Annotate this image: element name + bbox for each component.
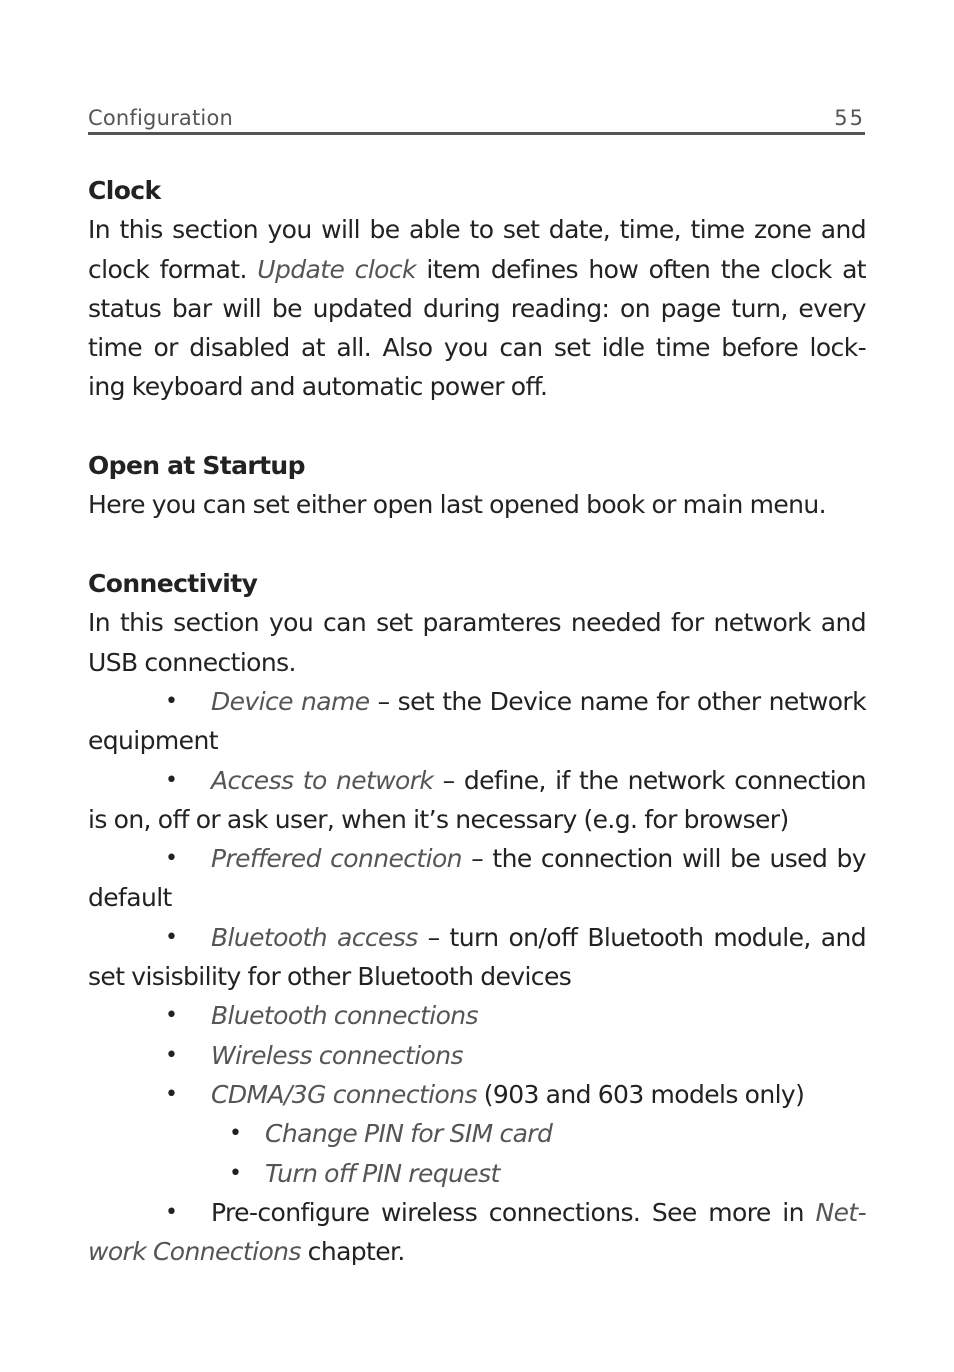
- clock-paragraph-line: In this section you will be able to set date, time, time zone and: [88, 215, 866, 244]
- bullet-marker: •: [165, 689, 178, 714]
- emphasis-term: Change PIN for SIM card: [265, 1119, 553, 1148]
- list-item-continuation: equipment: [88, 726, 218, 755]
- list-item-continuation: set visisbility for other Bluetooth devices: [88, 962, 572, 991]
- clock-paragraph-line: time or disabled at all. Also you can set idle time before lock-: [88, 333, 866, 362]
- page-number: 55: [834, 106, 865, 130]
- text-fragment: – turn on/off Bluetooth module, and: [417, 923, 867, 952]
- text-fragment: item defines how often the clock at: [415, 255, 867, 284]
- list-item: [211, 1077, 804, 1113]
- text-fragment: Pre-configure wireless connections. See more in: [211, 1198, 816, 1227]
- sub-list-item: [265, 1116, 552, 1152]
- section-heading-clock: Clock: [88, 176, 161, 205]
- bullet-marker: •: [165, 1043, 178, 1068]
- list-item: [211, 1038, 463, 1074]
- bullet-marker: •: [165, 925, 178, 950]
- page-header: [88, 104, 865, 135]
- emphasis-term: Turn off PIN request: [265, 1159, 500, 1188]
- text-fragment: chapter.: [300, 1237, 405, 1266]
- emphasis-term: Preffered connection: [211, 844, 462, 873]
- bullet-marker: •: [165, 1082, 178, 1107]
- clock-paragraph-line: ing keyboard and automatic power off.: [88, 372, 548, 401]
- running-header-title: Configuration: [88, 106, 234, 130]
- bullet-marker: •: [165, 846, 178, 871]
- clock-paragraph-line: status bar will be updated during reading: on page turn, every: [88, 294, 866, 323]
- sub-list-item: [265, 1156, 500, 1192]
- list-item: [211, 1195, 866, 1231]
- list-item: [211, 841, 866, 877]
- startup-paragraph-line: Here you can set either open last opened book or main menu.: [88, 490, 826, 519]
- list-item: [211, 920, 866, 956]
- emphasis-term: CDMA/3G connections: [211, 1080, 477, 1109]
- list-item: [211, 684, 866, 720]
- section-heading-startup: Open at Startup: [88, 451, 305, 480]
- emphasis-term: Net-: [815, 1198, 866, 1227]
- list-item: [211, 998, 478, 1034]
- emphasis-term: Bluetooth connections: [211, 1001, 478, 1030]
- connectivity-paragraph-line: USB connections.: [88, 648, 296, 677]
- bullet-marker: •: [165, 768, 178, 793]
- section-heading-connectivity: Connectivity: [88, 569, 258, 598]
- emphasis-term: Device name: [211, 687, 370, 716]
- text-fragment: – set the Device name for other network: [369, 687, 866, 716]
- emphasis-term: Access to network: [211, 766, 434, 795]
- emphasis-term: work Connections: [88, 1237, 301, 1266]
- connectivity-paragraph-line: In this section you can set paramteres needed for network and: [88, 608, 866, 637]
- list-item-continuation: [88, 1234, 866, 1270]
- text-fragment: – define, if the network connection: [433, 766, 867, 795]
- text-fragment: clock format.: [88, 255, 258, 284]
- bullet-marker: •: [165, 1200, 178, 1225]
- list-item: [211, 763, 866, 799]
- list-item-continuation: default: [88, 883, 172, 912]
- emphasis-term: Update clock: [257, 255, 416, 284]
- sub-bullet-marker: •: [229, 1161, 242, 1186]
- text-fragment: (903 and 603 models only): [476, 1080, 805, 1109]
- emphasis-term: Wireless connections: [211, 1041, 463, 1070]
- list-item-continuation: is on, off or ask user, when it’s necessary (e.g. for browser): [88, 805, 789, 834]
- emphasis-term: Bluetooth access: [211, 923, 418, 952]
- clock-paragraph-line: [88, 252, 866, 288]
- bullet-marker: •: [165, 1003, 178, 1028]
- text-fragment: – the connection will be used by: [461, 844, 866, 873]
- sub-bullet-marker: •: [229, 1121, 242, 1146]
